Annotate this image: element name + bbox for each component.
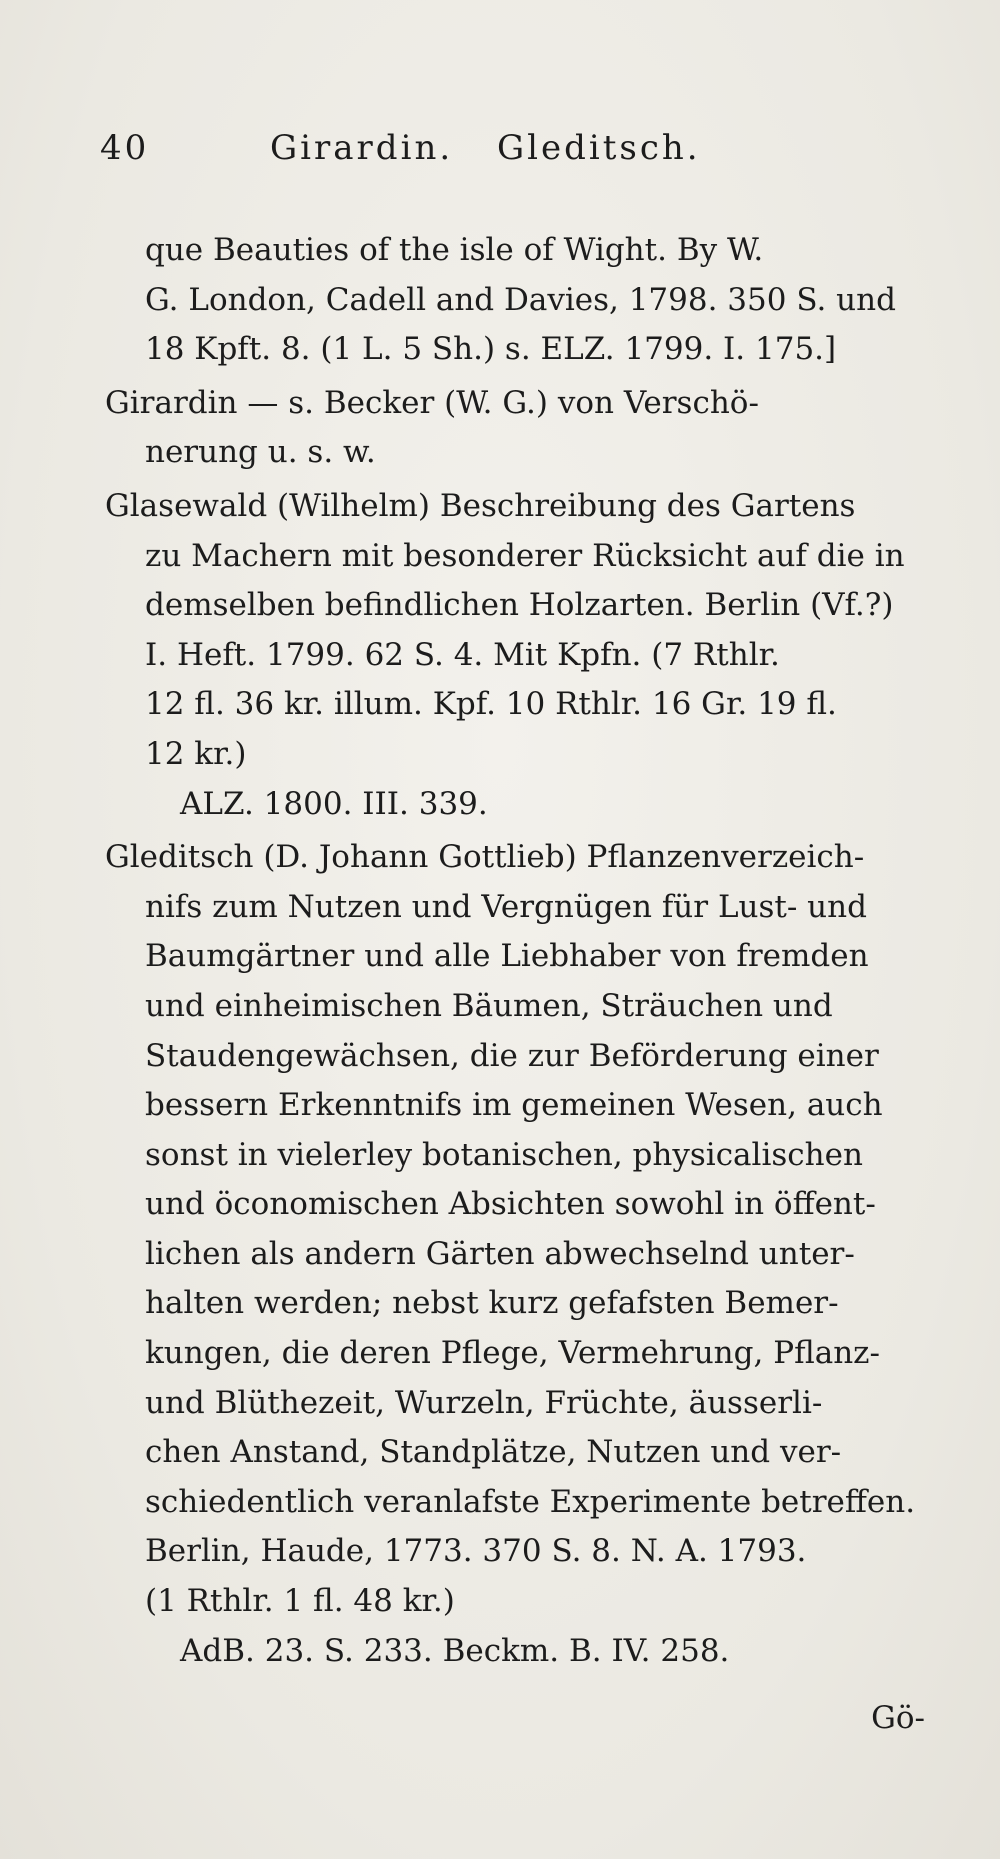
text-line: und einheimischen Bäumen, Sträuchen und xyxy=(145,987,833,1024)
text-line: demselben befindlichen Holzarten. Berlin (Vf.?) xyxy=(145,587,894,624)
text-line: chen Anstand, Standplätze, Nutzen und ver- xyxy=(145,1434,842,1471)
text-line: que Beauties of the isle of Wight. By W. xyxy=(145,232,764,268)
entry-girardin xyxy=(105,379,920,478)
text-line: sonst in vielerley botanischen, physicalischen xyxy=(145,1136,863,1173)
text-line: bessern Erkenntnifs im gemeinen Wesen, auch xyxy=(145,1087,883,1124)
text-line: zu Machern mit besonderer Rücksicht auf die in xyxy=(145,537,905,574)
text-line: halten werden; nebst kurz gefafsten Bemer- xyxy=(145,1285,839,1322)
text-line: 12 kr.) xyxy=(145,735,247,772)
entry-continuation xyxy=(105,226,920,375)
citation: AdB. 23. S. 233. Beckm. B. IV. 258. xyxy=(180,1632,730,1669)
entry-glasewald xyxy=(105,482,920,829)
text-line: und öconomischen Absichten sowohl in öffent- xyxy=(145,1186,876,1223)
text-line: nerung u. s. w. xyxy=(145,434,376,471)
catchword: Gö- xyxy=(871,1700,925,1736)
text-line: Girardin — s. Becker (W. G.) von Verschö- xyxy=(105,384,759,421)
text-line: kungen, die deren Pflege, Vermehrung, Pflanz- xyxy=(145,1335,880,1372)
running-title: Girardin. Gleditsch. xyxy=(270,128,701,168)
text-line: Gleditsch (D. Johann Gottlieb) Pflanzenverzeich- xyxy=(105,839,865,876)
text-line: Berlin, Haude, 1773. 370 S. 8. N. A. 1793. xyxy=(145,1533,807,1570)
text-line: nifs zum Nutzen und Vergnügen für Lust- und xyxy=(145,888,867,925)
entry-gleditsch xyxy=(105,833,920,1676)
running-header xyxy=(100,128,940,178)
text-line: lichen als andern Gärten abwechselnd unter- xyxy=(145,1235,855,1272)
text-line: Glasewald (Wilhelm) Beschreibung des Gartens xyxy=(105,487,856,524)
main-text xyxy=(105,222,920,1676)
text-line: 12 fl. 36 kr. illum. Kpf. 10 Rthlr. 16 Gr. 19 fl. xyxy=(145,686,837,723)
text-line: I. Heft. 1799. 62 S. 4. Mit Kpfn. (7 Rthlr. xyxy=(145,636,780,673)
page-number: 40 xyxy=(100,128,150,168)
text-line: und Blüthezeit, Wurzeln, Früchte, äusserli- xyxy=(145,1384,823,1421)
text-line: Staudengewächsen, die zur Beförderung einer xyxy=(145,1037,879,1074)
text-line: 18 Kpft. 8. (1 L. 5 Sh.) s. ELZ. 1799. I. 175.] xyxy=(145,331,837,368)
citation: ALZ. 1800. III. 339. xyxy=(180,785,488,822)
text-line: schiedentlich veranlafste Experimente betreffen. xyxy=(145,1483,916,1520)
text-line: (1 Rthlr. 1 fl. 48 kr.) xyxy=(145,1583,455,1620)
text-line: Baumgärtner und alle Liebhaber von fremden xyxy=(145,938,869,975)
text-line: G. London, Cadell and Davies, 1798. 350 S. und xyxy=(145,281,896,318)
